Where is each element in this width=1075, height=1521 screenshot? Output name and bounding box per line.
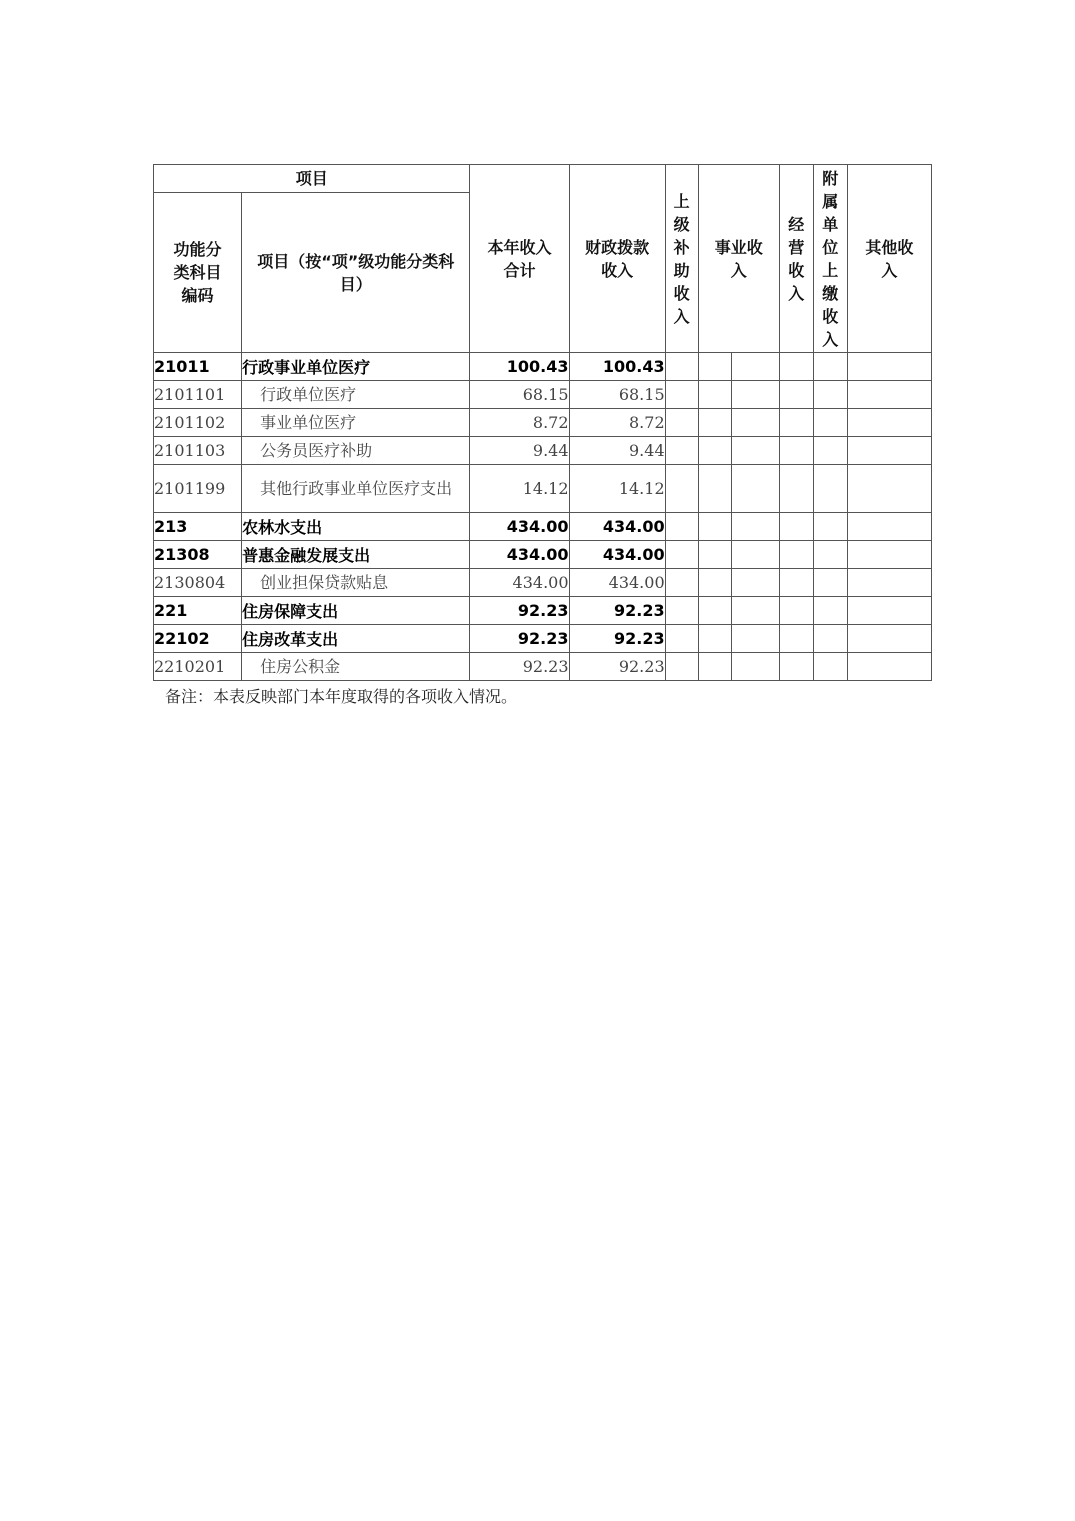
footnote: 备注：本表反映部门本年度取得的各项收入情况。 <box>165 687 518 706</box>
table-row <box>154 381 932 409</box>
row-fiscal: 92.23 <box>569 653 665 681</box>
row-name <box>242 437 470 465</box>
row-empty-cell <box>665 541 698 569</box>
row-name-text: 行政单位医疗 <box>260 385 357 404</box>
row-empty-cell <box>698 597 731 625</box>
row-total: 434.00 <box>470 569 569 597</box>
row-empty-cell <box>698 541 731 569</box>
table-row <box>154 653 932 681</box>
row-name <box>242 409 470 437</box>
header-business-income: 事业收入 <box>698 165 779 353</box>
header-operating-income: 经营收入 <box>779 165 813 353</box>
table-row <box>154 597 932 625</box>
row-empty-cell <box>665 513 698 541</box>
row-name <box>242 653 470 681</box>
row-empty-cell <box>731 381 779 409</box>
row-empty-cell <box>731 625 779 653</box>
row-empty-cell <box>813 597 847 625</box>
row-total: 68.15 <box>470 381 569 409</box>
row-empty-cell <box>665 597 698 625</box>
row-empty-cell <box>813 625 847 653</box>
row-code: 2130804 <box>154 569 242 597</box>
row-name: 农林水支出 <box>242 513 470 541</box>
row-empty-cell <box>698 381 731 409</box>
row-code: 213 <box>154 513 242 541</box>
row-fiscal: 434.00 <box>569 569 665 597</box>
row-name: 普惠金融发展支出 <box>242 541 470 569</box>
row-name-text: 创业担保贷款贴息 <box>260 573 389 592</box>
row-empty-cell <box>698 653 731 681</box>
row-name-text: 公务员医疗补助 <box>260 441 373 460</box>
row-total: 434.00 <box>470 541 569 569</box>
header-superior-subsidy: 上级补助收入 <box>665 165 698 353</box>
row-empty-cell <box>847 465 931 513</box>
row-empty-cell <box>731 653 779 681</box>
row-total: 8.72 <box>470 409 569 437</box>
table-row <box>154 569 932 597</box>
row-fiscal: 92.23 <box>569 625 665 653</box>
header-project-group: 项目 <box>154 165 470 193</box>
row-empty-cell <box>665 381 698 409</box>
row-empty-cell <box>847 569 931 597</box>
row-empty-cell <box>779 625 813 653</box>
header-item-name: 项目（按“项”级功能分类科目） <box>242 193 470 353</box>
row-empty-cell <box>779 437 813 465</box>
row-empty-cell <box>698 353 731 381</box>
row-total: 92.23 <box>470 625 569 653</box>
table-row <box>154 513 932 541</box>
row-name <box>242 381 470 409</box>
row-empty-cell <box>813 541 847 569</box>
row-empty-cell <box>698 513 731 541</box>
row-empty-cell <box>779 465 813 513</box>
row-empty-cell <box>847 541 931 569</box>
row-empty-cell <box>779 381 813 409</box>
row-empty-cell <box>813 381 847 409</box>
row-empty-cell <box>698 625 731 653</box>
row-empty-cell <box>731 541 779 569</box>
row-empty-cell <box>847 437 931 465</box>
row-total: 14.12 <box>470 465 569 513</box>
row-empty-cell <box>731 409 779 437</box>
table-body <box>154 353 932 681</box>
row-empty-cell <box>847 625 931 653</box>
row-code: 221 <box>154 597 242 625</box>
header-other-income: 其他收入 <box>847 165 931 353</box>
row-empty-cell <box>731 597 779 625</box>
row-empty-cell <box>847 513 931 541</box>
row-code: 2101103 <box>154 437 242 465</box>
row-empty-cell <box>698 569 731 597</box>
row-empty-cell <box>665 465 698 513</box>
row-empty-cell <box>779 353 813 381</box>
row-empty-cell <box>731 569 779 597</box>
row-empty-cell <box>779 653 813 681</box>
row-name-text: 其他行政事业单位医疗支出 <box>260 479 453 498</box>
header-fiscal-income: 财政拨款收入 <box>569 165 665 353</box>
row-empty-cell <box>847 353 931 381</box>
table-row <box>154 541 932 569</box>
row-code: 2210201 <box>154 653 242 681</box>
row-name <box>242 569 470 597</box>
row-empty-cell <box>665 625 698 653</box>
row-empty-cell <box>847 597 931 625</box>
row-code: 2101101 <box>154 381 242 409</box>
row-code: 2101102 <box>154 409 242 437</box>
row-code: 21308 <box>154 541 242 569</box>
row-empty-cell <box>813 653 847 681</box>
row-fiscal: 434.00 <box>569 541 665 569</box>
row-empty-cell <box>665 437 698 465</box>
row-fiscal: 9.44 <box>569 437 665 465</box>
row-empty-cell <box>779 513 813 541</box>
table-row <box>154 625 932 653</box>
row-empty-cell <box>731 353 779 381</box>
row-empty-cell <box>813 409 847 437</box>
row-empty-cell <box>813 465 847 513</box>
row-fiscal: 14.12 <box>569 465 665 513</box>
row-empty-cell <box>665 653 698 681</box>
row-empty-cell <box>779 541 813 569</box>
row-code: 2101199 <box>154 465 242 513</box>
row-empty-cell <box>731 513 779 541</box>
table-row <box>154 465 932 513</box>
row-empty-cell <box>813 353 847 381</box>
row-name: 住房改革支出 <box>242 625 470 653</box>
row-empty-cell <box>847 653 931 681</box>
row-name-text: 住房公积金 <box>260 657 341 676</box>
revenue-table <box>153 164 932 681</box>
row-empty-cell <box>665 353 698 381</box>
table-row <box>154 353 932 381</box>
row-empty-cell <box>813 569 847 597</box>
row-name <box>242 465 470 513</box>
row-empty-cell <box>847 409 931 437</box>
table-row <box>154 437 932 465</box>
header-function-code: 功能分类科目编码 <box>154 193 242 353</box>
row-total: 92.23 <box>470 597 569 625</box>
row-total: 92.23 <box>470 653 569 681</box>
row-empty-cell <box>698 437 731 465</box>
row-empty-cell <box>731 437 779 465</box>
row-total: 9.44 <box>470 437 569 465</box>
row-fiscal: 92.23 <box>569 597 665 625</box>
row-name-text: 事业单位医疗 <box>260 413 357 432</box>
row-code: 22102 <box>154 625 242 653</box>
table-row <box>154 409 932 437</box>
row-fiscal: 100.43 <box>569 353 665 381</box>
row-empty-cell <box>813 513 847 541</box>
row-empty-cell <box>779 409 813 437</box>
row-empty-cell <box>698 465 731 513</box>
row-empty-cell <box>779 597 813 625</box>
row-empty-cell <box>731 465 779 513</box>
row-empty-cell <box>665 409 698 437</box>
row-fiscal: 8.72 <box>569 409 665 437</box>
row-empty-cell <box>665 569 698 597</box>
row-empty-cell <box>779 569 813 597</box>
header-total-income: 本年收入合计 <box>470 165 569 353</box>
row-name: 行政事业单位医疗 <box>242 353 470 381</box>
row-total: 100.43 <box>470 353 569 381</box>
row-total: 434.00 <box>470 513 569 541</box>
row-fiscal: 434.00 <box>569 513 665 541</box>
row-fiscal: 68.15 <box>569 381 665 409</box>
row-empty-cell <box>813 437 847 465</box>
row-code: 21011 <box>154 353 242 381</box>
row-empty-cell <box>698 409 731 437</box>
header-affiliate-income: 附属单位上缴收入 <box>813 165 847 353</box>
row-name: 住房保障支出 <box>242 597 470 625</box>
row-empty-cell <box>847 381 931 409</box>
